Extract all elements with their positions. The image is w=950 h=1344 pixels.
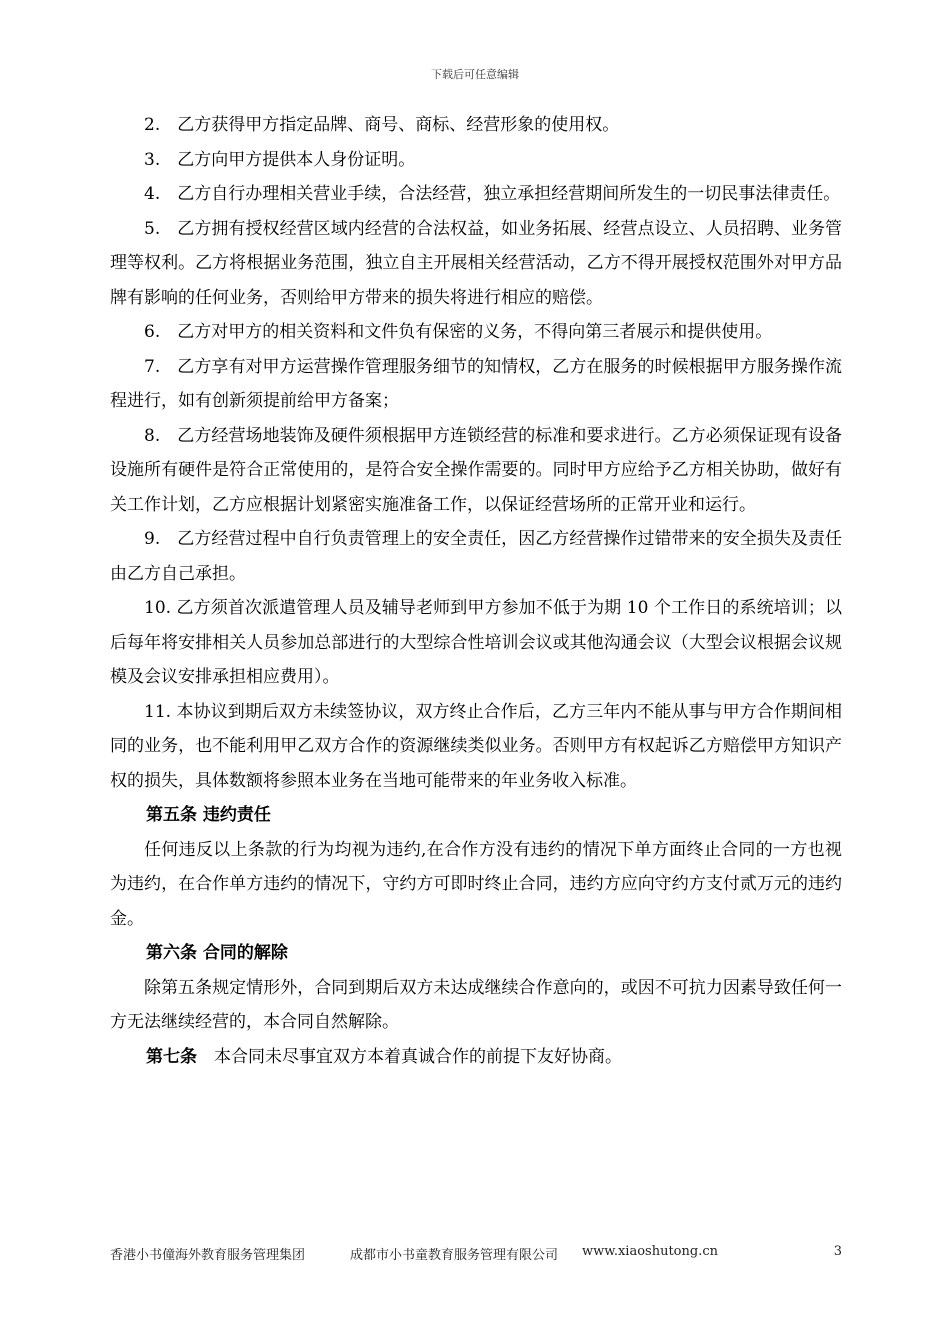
- clause-2: 2. 乙方获得甲方指定品牌、商号、商标、经营形象的使用权。: [144, 115, 620, 135]
- footer-url: www.xiaoshutong.cn: [582, 1244, 718, 1259]
- clause-3: 3. 乙方向甲方提供本人身份证明。: [144, 149, 416, 170]
- article-5-title: 第五条 违约责任: [146, 805, 271, 825]
- page-header: 下载后可任意编辑: [431, 68, 519, 81]
- clause-9: 9. 乙方经营过程中自行负责管理上的安全责任，因乙方经营操作过错带来的安全损失及责任由乙方自己承担。: [110, 529, 842, 584]
- article-7-title: 第七条: [146, 1046, 197, 1067]
- footer-org-hk: 香港小书僮海外教育服务管理集团: [110, 1248, 306, 1263]
- clause-8: 8. 乙方经营场地装饰及硬件须根据甲方连锁经营的标准和要求进行。乙方必须保证现有设备设施所有硬件是符合正常使用的，是符合安全操作需要的。同时甲方应给予乙方相关协助，做好有关工作计划，乙方应根据计划紧密实施准备工作，以保证经营场所的正常开业和运行。: [110, 425, 842, 515]
- article-6-body: 除第五条规定情形外，合同到期后双方未达成继续合作意向的，或因不可抗力因素导致任何一方无法继续经营的，本合同自然解除。: [110, 977, 842, 1032]
- clause-10: 10. 乙方须首次派遣管理人员及辅导老师到甲方参加不低于为期 10 个工作日的系统培训；以后每年将安排相关人员参加总部进行的大型综合性培训会议或其他沟通会议（大型会议根据会议规模及会议安排承担相应费用）。: [110, 598, 842, 687]
- clause-6: 6. 乙方对甲方的相关资料和文件负有保密的义务，不得向第三者展示和提供使用。: [144, 322, 773, 342]
- clause-7: 7. 乙方享有对甲方运营操作管理服务细节的知情权，乙方在服务的时候根据甲方服务操作流程进行，如有创新须提前给甲方备案；: [110, 356, 842, 411]
- article-7-body: 本合同未尽事宜双方本着真诚合作的前提下友好协商。: [214, 1046, 622, 1067]
- article-6-title: 第六条 合同的解除: [146, 943, 288, 963]
- article-7: [110, 1040, 842, 1075]
- clause-5: 5. 乙方拥有授权经营区域内经营的合法权益，如业务拓展、经营点设立、人员招聘、业务管理等权利。乙方将根据业务范围，独立自主开展相关经营活动，乙方不得开展授权范围外对甲方品牌有影响的任何业务，否则给甲方带来的损失将进行相应的赔偿。: [110, 218, 842, 308]
- clause-4: 4. 乙方自行办理相关营业手续，合法经营，独立承担经营期间所发生的一切民事法律责任。: [144, 184, 841, 204]
- clause-11: 11. 本协议到期后双方未续签协议，双方终止合作后，乙方三年内不能从事与甲方合作期间相同的业务，也不能利用甲乙双方合作的资源继续类似业务。否则甲方有权起诉乙方赔偿甲方知识产权的损失，具体数额将参照本业务在当地可能带来的年业务收入标准。: [110, 701, 842, 791]
- page-footer: [110, 1244, 842, 1263]
- footer-org-cd: 成都市小书童教育服务管理有限公司: [350, 1248, 559, 1263]
- document-body: [110, 108, 842, 1074]
- page-number: 3: [833, 1244, 842, 1259]
- article-5-body: 任何违反以上条款的行为均视为违约,在合作方没有违约的情况下单方面终止合同的一方也视为违约，在合作单方违约的情况下，守约方可即时终止合同，违约方应向守约方支付贰万元的违约金。: [110, 839, 842, 929]
